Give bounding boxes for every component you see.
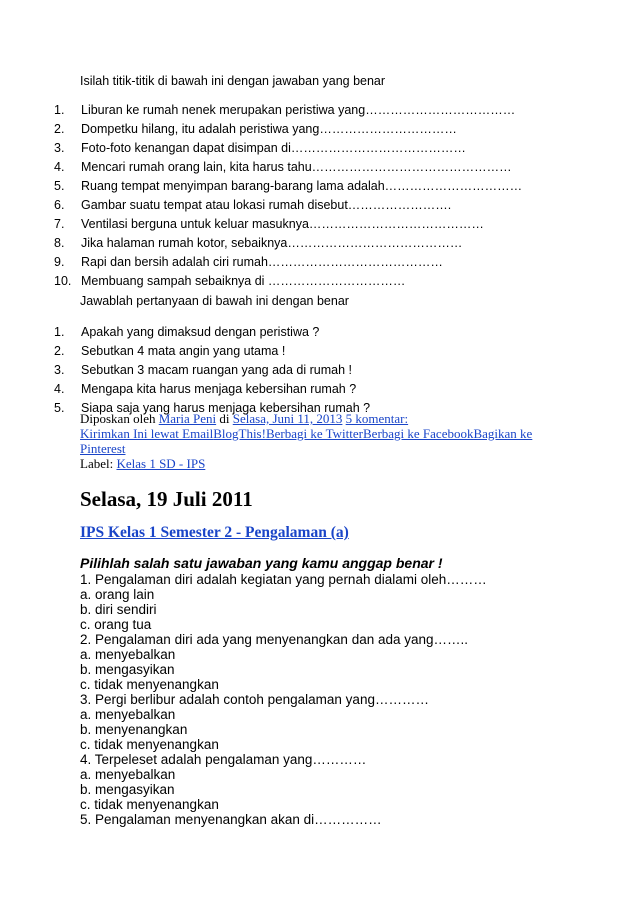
- quiz-option: a. orang lain: [80, 587, 155, 602]
- list-item-text: Foto-foto kenangan dapat disimpan di……………………………………: [81, 141, 466, 155]
- list-item-text: Sebutkan 4 mata angin yang utama !: [81, 344, 286, 358]
- list-item: [54, 103, 614, 122]
- quiz-question: 5. Pengalaman menyenangkan akan di……………: [80, 812, 382, 827]
- section1-intro: Isilah titik-titik di bawah ini dengan jawaban yang benar: [80, 74, 386, 88]
- list-item: [54, 217, 614, 236]
- list-item-text: Ventilasi berguna untuk keluar masuknya……………………………………: [81, 217, 484, 231]
- share-twitter-link[interactable]: Berbagi ke Twitter: [265, 426, 363, 441]
- share-pinterest-link-cont[interactable]: Pinterest: [80, 441, 126, 456]
- share-links: [80, 426, 540, 441]
- quiz-question: 3. Pergi berlibur adalah contoh pengalaman yang…………: [80, 692, 429, 707]
- quiz-option: a. menyebalkan: [80, 647, 176, 662]
- list-item-number: 3.: [54, 363, 65, 377]
- list-item: [54, 325, 614, 344]
- quiz-option: b. mengasyikan: [80, 782, 175, 797]
- list-item: [54, 179, 614, 198]
- list-item-number: 5.: [54, 179, 65, 193]
- list-item: [54, 255, 614, 274]
- comments-link[interactable]: 5 komentar:: [345, 411, 409, 426]
- list-item: [54, 141, 614, 160]
- list-item-number: 4.: [54, 382, 65, 396]
- list-item-number: 10.: [54, 274, 72, 288]
- list-item-text: Jika halaman rumah kotor, sebaiknya……………………………………: [81, 236, 463, 250]
- share-blogthis-link[interactable]: BlogThis!: [213, 426, 266, 441]
- list-item-text: Apakah yang dimaksud dengan peristiwa ?: [81, 325, 320, 339]
- quiz-question: 4. Terpeleset adalah pengalaman yang…………: [80, 752, 367, 767]
- post-title-link[interactable]: IPS Kelas 1 Semester 2 - Pengalaman (a): [80, 524, 349, 541]
- post-meta-line1: [80, 411, 540, 426]
- quiz-option: b. diri sendiri: [80, 602, 157, 617]
- list-item-number: 5.: [54, 401, 65, 415]
- list-item-text: Mengapa kita harus menjaga kebersihan rumah ?: [81, 382, 357, 396]
- at-label: di: [219, 411, 230, 426]
- list-item-text: Mencari rumah orang lain, kita harus tahu…………………………………………: [81, 160, 512, 174]
- list-item: [54, 363, 614, 382]
- list-item: [54, 198, 614, 217]
- post-date-link[interactable]: Selasa, Juni 11, 2013: [232, 411, 343, 426]
- list-item-number: 2.: [54, 344, 65, 358]
- quiz-option: c. tidak menyenangkan: [80, 677, 219, 692]
- list-item-number: 3.: [54, 141, 65, 155]
- quiz-option: b. menyenangkan: [80, 722, 188, 737]
- quiz-question: 1. Pengalaman diri adalah kegiatan yang pernah dialami oleh………: [80, 572, 487, 587]
- list-item: [54, 344, 614, 363]
- quiz-question: 2. Pengalaman diri ada yang menyenangkan dan ada yang……..: [80, 632, 469, 647]
- date-header: Selasa, 19 Juli 2011: [80, 487, 253, 511]
- label-link[interactable]: Kelas 1 SD - IPS: [116, 456, 206, 471]
- list-item-number: 8.: [54, 236, 65, 250]
- list-item: [54, 160, 614, 179]
- share-email-link[interactable]: Kirimkan Ini lewat Email: [80, 426, 214, 441]
- section2-intro: Jawablah pertanyaan di bawah ini dengan benar: [80, 294, 349, 308]
- list-item: [54, 236, 614, 255]
- list-item-number: 1.: [54, 325, 65, 339]
- posted-by-label: Diposkan oleh: [80, 411, 156, 426]
- quiz-option: c. orang tua: [80, 617, 152, 632]
- share-facebook-link[interactable]: Berbagi ke Facebook: [363, 426, 474, 441]
- quiz-option: b. mengasyikan: [80, 662, 175, 677]
- quiz-option: a. menyebalkan: [80, 767, 176, 782]
- list-item-number: 6.: [54, 198, 65, 212]
- list-item-text: Sebutkan 3 macam ruangan yang ada di rumah !: [81, 363, 353, 377]
- quiz-option: c. tidak menyenangkan: [80, 797, 219, 812]
- list-item-text: Liburan ke rumah nenek merupakan peristiwa yang………………………………: [81, 103, 516, 117]
- share-links-cont: [80, 441, 540, 456]
- quiz-option: a. menyebalkan: [80, 707, 176, 722]
- quiz-instruction: Pilihlah salah satu jawaban yang kamu anggap benar !: [80, 555, 443, 571]
- share-pinterest-link[interactable]: Bagikan ke: [473, 426, 533, 441]
- list-item-text: Gambar suatu tempat atau lokasi rumah disebut…………………….: [81, 198, 452, 212]
- author-link[interactable]: Maria Peni: [158, 411, 217, 426]
- list-item: [54, 382, 614, 401]
- list-item-number: 7.: [54, 217, 65, 231]
- fill-in-list: [54, 103, 614, 293]
- list-item-number: 4.: [54, 160, 65, 174]
- list-item-text: Siapa saja yang harus menjaga kebersihan rumah ?: [81, 401, 371, 415]
- list-item-text: Membuang sampah sebaiknya di ……………………………: [81, 274, 406, 288]
- list-item-text: Dompetku hilang, itu adalah peristiwa yang……………………………: [81, 122, 457, 136]
- list-item-text: Ruang tempat menyimpan barang-barang lama adalah……………………………: [81, 179, 523, 193]
- quiz-body: [80, 555, 600, 827]
- labels-line: [80, 456, 540, 471]
- quiz-option: c. tidak menyenangkan: [80, 737, 219, 752]
- label-prefix: Label:: [80, 456, 114, 471]
- question-list: [54, 325, 614, 420]
- list-item-text: Rapi dan bersih adalah ciri rumah……………………………………: [81, 255, 443, 269]
- list-item: [54, 274, 614, 293]
- post-meta: [80, 411, 540, 471]
- list-item-number: 9.: [54, 255, 65, 269]
- list-item-number: 2.: [54, 122, 65, 136]
- list-item: [54, 122, 614, 141]
- list-item-number: 1.: [54, 103, 65, 117]
